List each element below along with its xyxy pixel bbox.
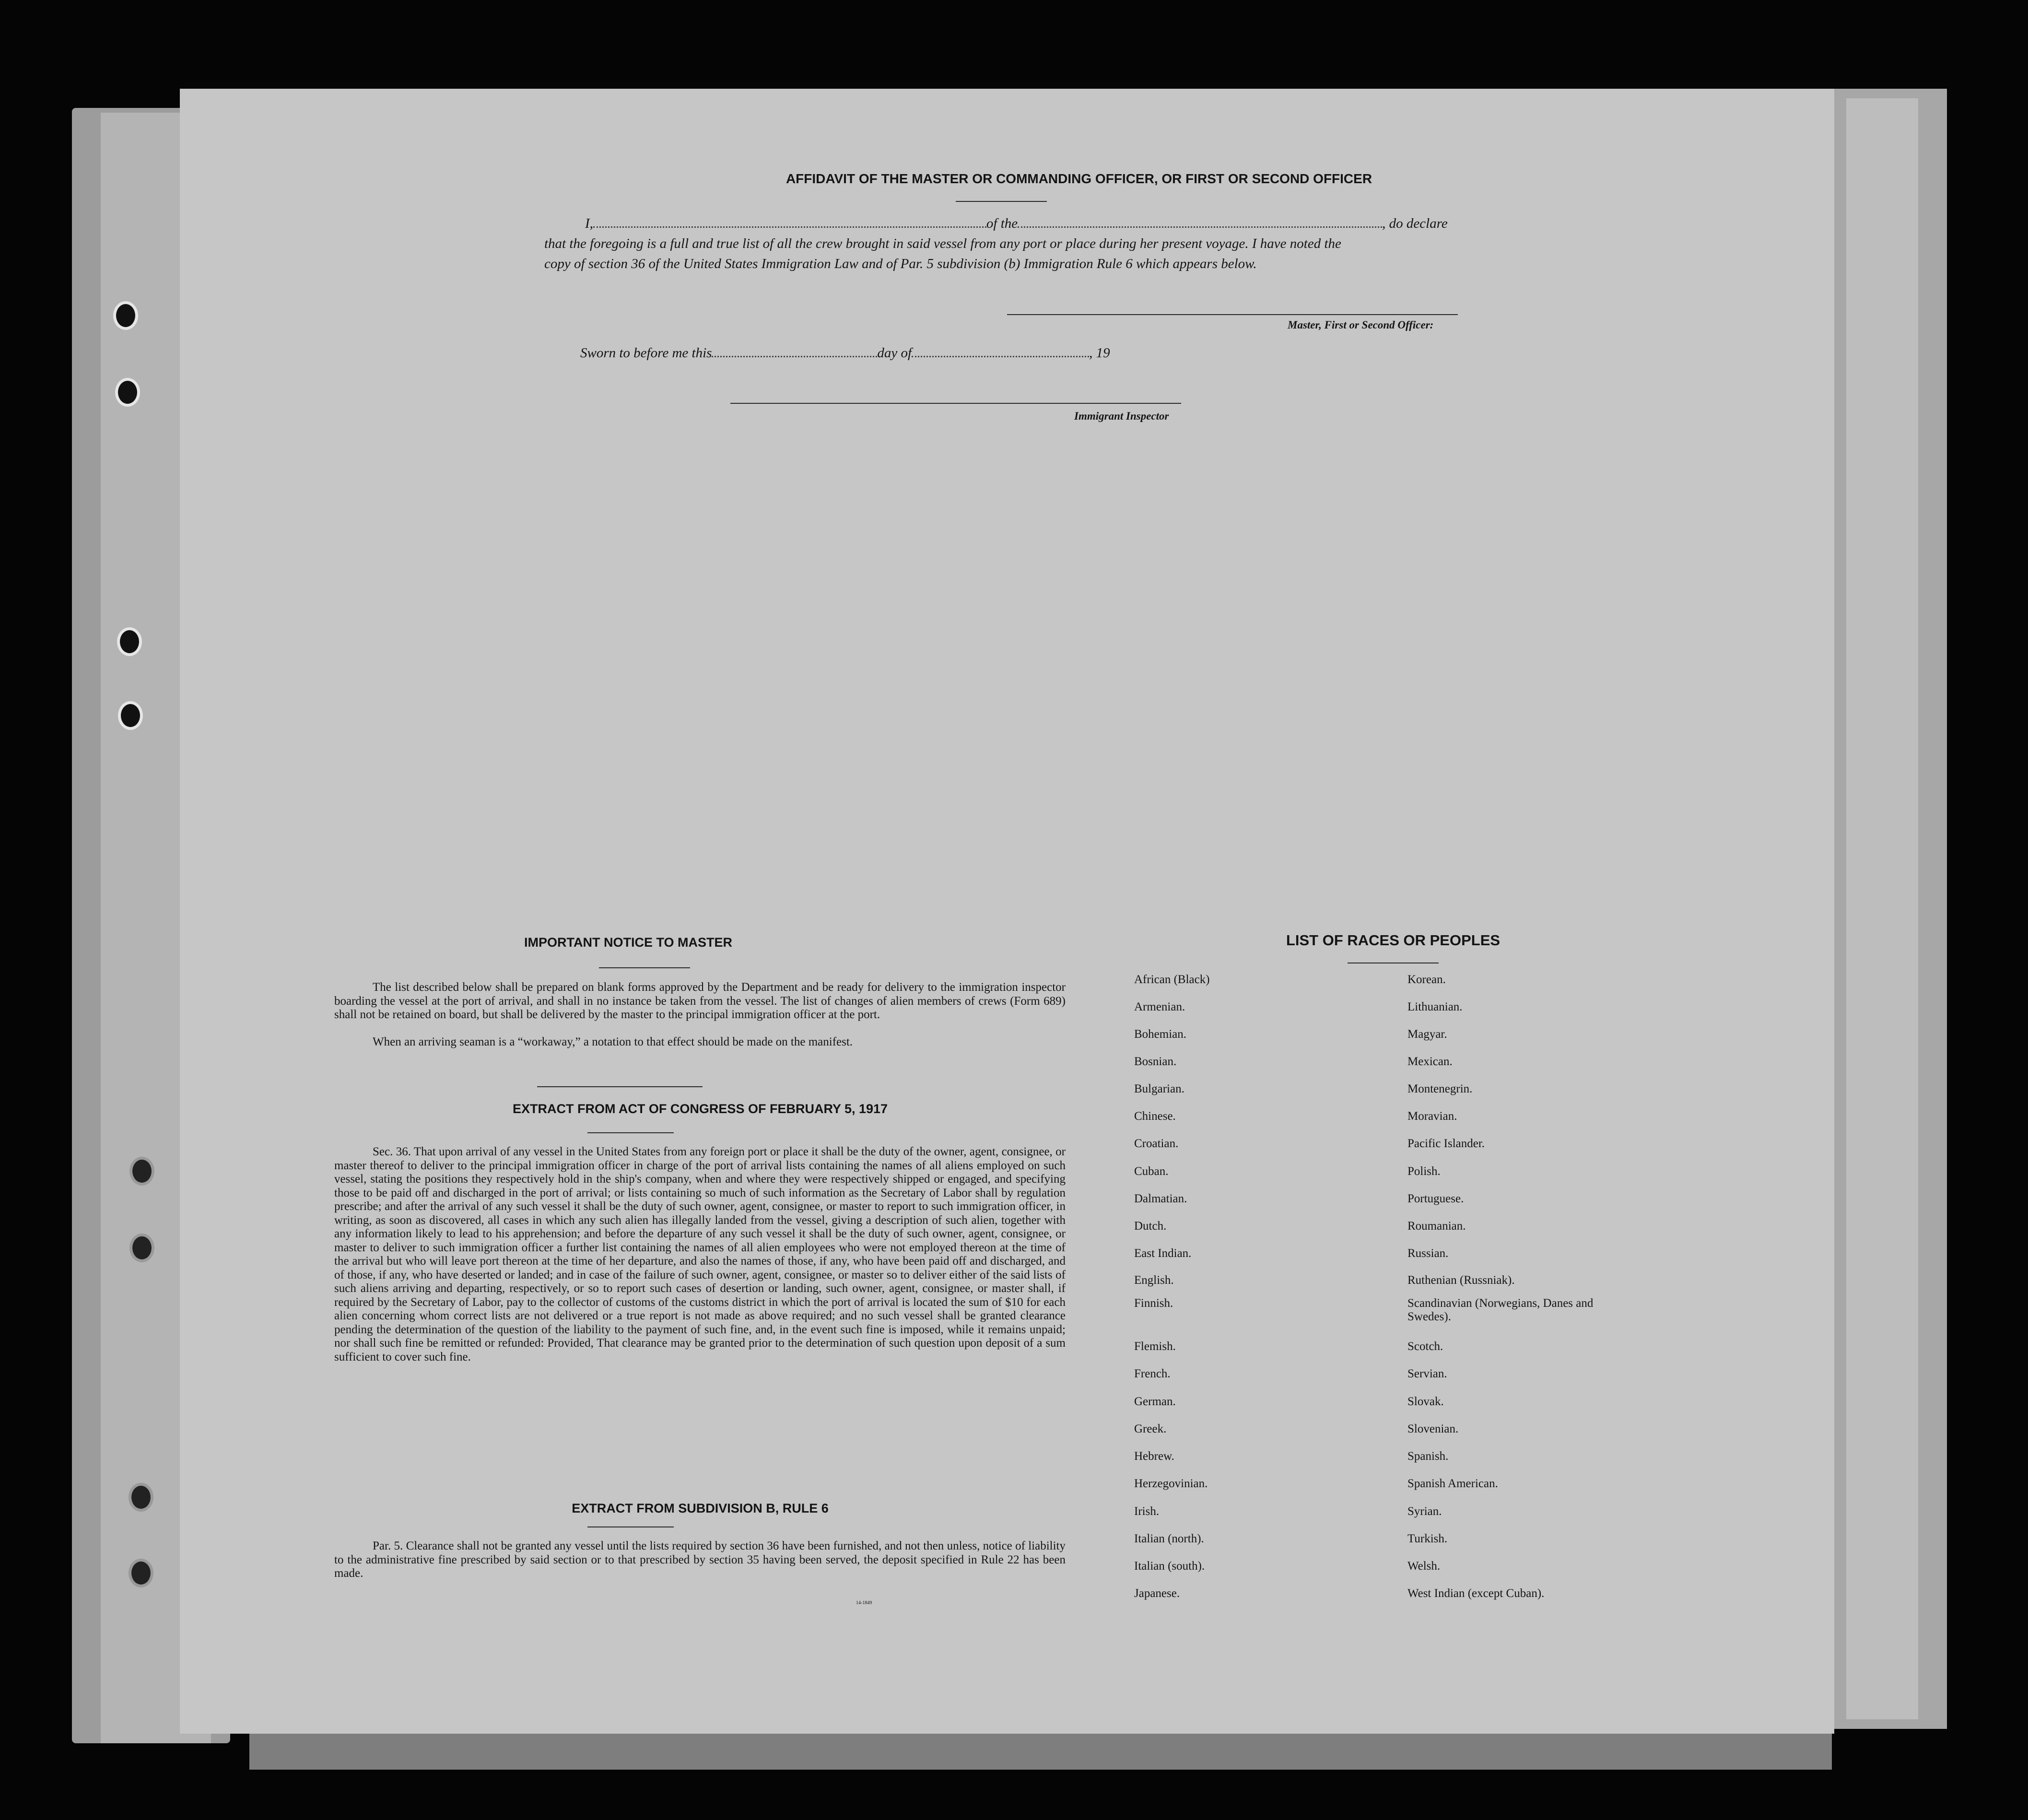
race-item-left: German. bbox=[1134, 1395, 1176, 1408]
race-item-left: Armenian. bbox=[1134, 1000, 1185, 1013]
race-item-left: Italian (south). bbox=[1134, 1560, 1205, 1573]
binder-hole bbox=[118, 701, 143, 730]
race-item-right: Montenegrin. bbox=[1407, 1082, 1473, 1095]
act-title: EXTRACT FROM ACT OF CONGRESS OF FEBRUARY 5, 1917 bbox=[512, 1102, 888, 1116]
race-item-right: Spanish American. bbox=[1407, 1477, 1498, 1490]
name-blank[interactable] bbox=[593, 226, 986, 228]
sworn-year-label: , 19 bbox=[1089, 345, 1110, 361]
master-signature-line[interactable] bbox=[1007, 314, 1458, 315]
binder-hole bbox=[129, 1157, 154, 1186]
sworn-prefix: Sworn to before me this bbox=[580, 345, 712, 361]
rule6-divider bbox=[587, 1526, 674, 1527]
master-signature-label: Master, First or Second Officer: bbox=[1288, 319, 1434, 331]
race-item-right: Korean. bbox=[1407, 973, 1446, 986]
race-item-left: Dutch. bbox=[1134, 1220, 1167, 1233]
race-item-right: Moravian. bbox=[1407, 1110, 1457, 1123]
race-item-right: West Indian (except Cuban). bbox=[1407, 1587, 1545, 1600]
act-section-36-text: Sec. 36. That upon arrival of any vessel in the United States from any foreign port or place it shall be the duty of the owner, agent, consignee, or master thereof to deliver to the principal immigration officer in charge of the port of arrival lists containing the names of all aliens employed on such vessel, stating the positions they respectively hold in the ship's company, when and where they were respectively shipped or engaged, and specifying those to be paid off and discharged in the port of arrival; or lists containing so much of such information as the Secretary of Labor shall by regulation prescribe; and after the arrival of any such vessel it shall be the duty of such owner, agent, consignee, or master to report to such immigration officer, in writing, as soon as discovered, all cases in which any such alien has illegally landed from the vessel, giving a description of such alien, together with any information likely to lead to his apprehension; and before the departure of any such vessel it shall be the duty of such owner, agent, consignee, or master to deliver to such immigration officer a further list containing the names of all alien employees who were not employed thereon at the time of the arrival but who will leave port thereon at the time of her departure, and also the names of those, if any, who have been paid off and discharged, and of those, if any, who have deserted or landed; and in case of the failure of such owner, agent, consignee, or master so to deliver either of the said lists of such aliens arriving and departing, respectively, or so to report such cases of desertion or landing, such owner, agent, consignee, or master shall, if required by the Secretary of Labor, pay to the collector of customs of the customs district in which the port of arrival is located the sum of $10 for each alien concerning whom correct lists are not delivered or a true report is not made as above required; and no such vessel shall be granted clearance pending the determination of the question of the liability to the payment of such fine, and, in the event such fine is imposed, while it remains unpaid; nor shall such fine be remitted or refunded: Provided, That clearance may be granted prior to the determination of such question upon deposit of a sum sufficient to cover such fine. bbox=[334, 1145, 1066, 1363]
race-item-left: East Indian. bbox=[1134, 1247, 1192, 1260]
sworn-line bbox=[580, 345, 1110, 361]
races-title: LIST OF RACES OR PEOPLES bbox=[1286, 932, 1500, 949]
binder-hole bbox=[113, 301, 138, 330]
affidavit-declaration-line bbox=[585, 216, 1448, 232]
race-item-left: Bohemian. bbox=[1134, 1028, 1187, 1041]
affidavit-of-the-label: of the bbox=[986, 216, 1018, 231]
race-item-left: Japanese. bbox=[1134, 1587, 1180, 1600]
race-item-right: Spanish. bbox=[1407, 1450, 1449, 1463]
inspector-signature-line[interactable] bbox=[730, 403, 1181, 404]
race-item-right: Scandinavian (Norwegians, Danes and Swedes). bbox=[1407, 1297, 1594, 1323]
race-item-right: Syrian. bbox=[1407, 1505, 1442, 1518]
vessel-blank[interactable] bbox=[1018, 226, 1382, 228]
race-item-left: Chinese. bbox=[1134, 1110, 1176, 1123]
race-item-left: Finnish. bbox=[1134, 1297, 1173, 1310]
race-item-left: Greek. bbox=[1134, 1422, 1167, 1435]
race-item-right: Magyar. bbox=[1407, 1028, 1447, 1041]
sworn-day-blank[interactable] bbox=[712, 356, 877, 357]
notice-paragraph-2: When an arriving seaman is a “workaway,” a notation to that effect should be made on the manifest. bbox=[373, 1035, 853, 1048]
notice-divider bbox=[599, 967, 690, 968]
race-item-right: Turkish. bbox=[1407, 1532, 1448, 1545]
binder-hole bbox=[129, 1233, 154, 1262]
act-divider bbox=[587, 1132, 674, 1133]
form-page bbox=[180, 89, 1834, 1734]
form-number: 14-1849 bbox=[856, 1600, 872, 1606]
race-item-left: Croatian. bbox=[1134, 1137, 1179, 1150]
binder-hole bbox=[117, 627, 142, 656]
race-item-left: French. bbox=[1134, 1367, 1171, 1380]
inspector-signature-label: Immigrant Inspector bbox=[1074, 410, 1169, 422]
underlying-page-right-edge bbox=[1846, 98, 1918, 1719]
affidavit-title: AFFIDAVIT OF THE MASTER OR COMMANDING OFFICER, OR FIRST OR SECOND OFFICER bbox=[785, 171, 1372, 186]
binder-hole bbox=[115, 378, 140, 407]
affidavit-i-label: I, bbox=[585, 216, 593, 231]
binder-hole bbox=[129, 1559, 153, 1587]
race-item-left: Cuban. bbox=[1134, 1165, 1169, 1178]
race-item-right: Servian. bbox=[1407, 1367, 1447, 1380]
race-item-right: Mexican. bbox=[1407, 1055, 1453, 1068]
notice-title: IMPORTANT NOTICE TO MASTER bbox=[524, 935, 732, 950]
race-item-left: Herzegovinian. bbox=[1134, 1477, 1208, 1490]
race-item-left: Hebrew. bbox=[1134, 1450, 1174, 1463]
race-item-right: Portuguese. bbox=[1407, 1192, 1464, 1205]
rule6-text: Par. 5. Clearance shall not be granted any vessel until the lists required by section 36 have been furnished, and not then unless, notice of liability to the administrative fine prescribed by said section or to that prescribed by section 35 having been served, the deposit specified in Rule 22 has been made. bbox=[334, 1539, 1066, 1580]
rule6-title: EXTRACT FROM SUBDIVISION B, RULE 6 bbox=[572, 1501, 829, 1515]
race-item-right: Lithuanian. bbox=[1407, 1000, 1463, 1013]
race-item-left: Italian (north). bbox=[1134, 1532, 1204, 1545]
section-divider bbox=[537, 1086, 703, 1087]
race-item-left: Irish. bbox=[1134, 1505, 1160, 1518]
race-item-right: Polish. bbox=[1407, 1165, 1441, 1178]
sworn-day-label: day of bbox=[877, 345, 912, 361]
race-item-right: Slovenian. bbox=[1407, 1422, 1459, 1435]
affidavit-declare-label: , do declare bbox=[1382, 216, 1448, 231]
race-item-left: African (Black) bbox=[1134, 973, 1210, 986]
race-item-left: Flemish. bbox=[1134, 1340, 1176, 1353]
sworn-month-blank[interactable] bbox=[912, 356, 1089, 357]
race-item-right: Scotch. bbox=[1407, 1340, 1443, 1353]
title-divider bbox=[956, 201, 1047, 202]
notice-paragraph-1: The list described below shall be prepared on blank forms approved by the Department and be ready for delivery to the immigration inspector boarding the vessel at the port of arrival, and shall in no instance be taken from the vessel. The list of changes of alien members of crews (Form 689) shall not be retained on board, but shall be delivered by the master to the principal immigration officer at the port. bbox=[334, 981, 1066, 1021]
race-item-right: Welsh. bbox=[1407, 1560, 1441, 1573]
race-item-right: Slovak. bbox=[1407, 1395, 1444, 1408]
race-item-right: Russian. bbox=[1407, 1247, 1449, 1260]
race-item-right: Roumanian. bbox=[1407, 1220, 1466, 1233]
race-item-left: Bulgarian. bbox=[1134, 1082, 1184, 1095]
race-item-left: Dalmatian. bbox=[1134, 1192, 1187, 1205]
race-item-right: Pacific Islander. bbox=[1407, 1137, 1485, 1150]
race-item-left: English. bbox=[1134, 1274, 1174, 1287]
race-item-right: Ruthenian (Russniak). bbox=[1407, 1274, 1515, 1287]
affidavit-line-2: that the foregoing is a full and true list of all the crew brought in said vessel from any port or place during her present voyage. I have noted the bbox=[544, 236, 1341, 251]
binder-hole bbox=[129, 1483, 153, 1512]
affidavit-line-3: copy of section 36 of the United States Immigration Law and of Par. 5 subdivision (b) Immigration Rule 6 which appears below. bbox=[544, 256, 1257, 271]
race-item-left: Bosnian. bbox=[1134, 1055, 1177, 1068]
